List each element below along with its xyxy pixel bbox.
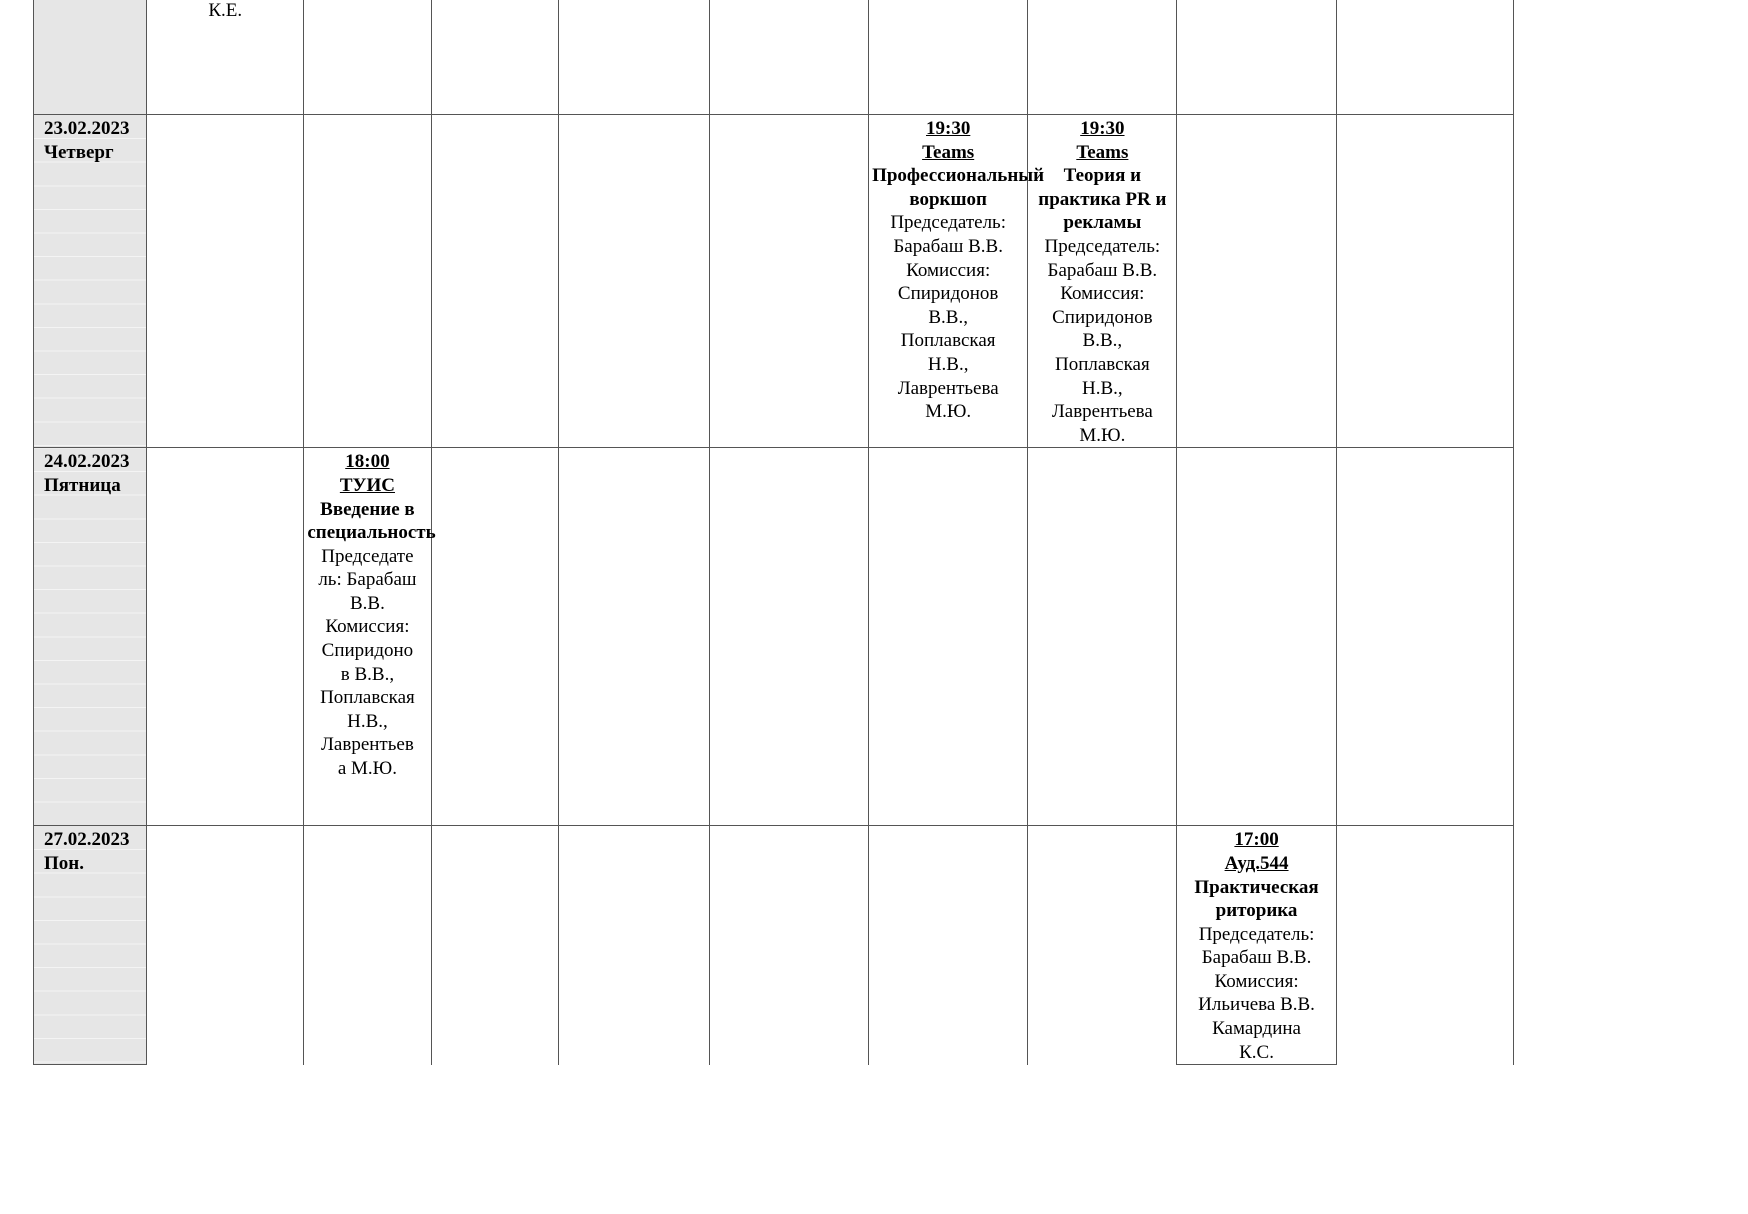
event-detail-line: М.Ю. [925, 401, 972, 423]
event-time: 19:30 [926, 118, 971, 139]
event-detail-line: Лаврентьева [897, 377, 999, 399]
event-time: 19:30 [1080, 118, 1125, 139]
schedule-cell [558, 115, 709, 448]
table-row [34, 826, 1514, 1065]
event-place: Teams [1076, 141, 1129, 163]
exam-date: 27.02.2023 [44, 829, 130, 851]
schedule-cell [1028, 0, 1177, 115]
exam-date: 24.02.2023 [44, 451, 130, 473]
schedule-cell [709, 826, 868, 1065]
schedule-cell [431, 826, 558, 1065]
event-detail-line: Председатель: [1198, 923, 1315, 945]
event-detail-line: М.Ю. [1079, 424, 1126, 446]
table-row [34, 115, 1514, 448]
event-detail-line: Комиссия: [906, 259, 991, 281]
event-detail-line: Председате [321, 545, 414, 567]
event-place: Teams [922, 141, 975, 163]
event-place: ТУИС [339, 474, 395, 496]
event-detail-line: ль: Барабаш [318, 569, 417, 591]
exam-weekday: Четверг [44, 141, 114, 163]
schedule-cell [709, 448, 868, 826]
event-subject: Теория и практика PR и рекламы [1038, 165, 1167, 234]
event-detail-line: Спиридонов [1052, 306, 1153, 328]
event-subject: Профессиональный воркшоп [872, 165, 1045, 210]
event-detail-line: В.В. [349, 592, 385, 614]
event-detail-line: Спиридоно [321, 640, 414, 662]
schedule-cell [1177, 115, 1336, 448]
table-row [34, 0, 1514, 115]
exam-event [304, 448, 436, 780]
event-detail-line: К.С. [1239, 1041, 1274, 1063]
date-cell [34, 826, 147, 1065]
schedule-cell [147, 0, 304, 115]
event-subject: Введение в специальность [307, 498, 436, 544]
schedule-cell [304, 0, 431, 115]
event-detail-line: Н.В., [927, 353, 969, 375]
table-row [34, 448, 1514, 826]
date-cell [34, 115, 147, 448]
schedule-cell [709, 0, 868, 115]
schedule-cell [869, 826, 1028, 1065]
schedule-cell [558, 826, 709, 1065]
cell-text: К.Е. [208, 0, 243, 21]
event-detail-line: в В.В., [340, 663, 395, 685]
date-cell [34, 0, 147, 115]
event-detail-line: Камардина [1212, 1018, 1301, 1040]
schedule-cell [558, 448, 709, 826]
exam-event [1028, 115, 1176, 447]
exam-weekday: Пятница [44, 474, 121, 496]
exam-date: 23.02.2023 [44, 118, 130, 139]
event-detail-line: а М.Ю. [337, 758, 397, 780]
schedule-cell [1336, 115, 1513, 448]
event-detail-line: Комиссия: [1214, 970, 1299, 992]
event-place: Ауд.544 [1224, 852, 1289, 874]
event-detail-line: Председатель: [1044, 235, 1161, 257]
event-detail-line: Ильичева В.В. [1198, 994, 1315, 1016]
schedule-cell [1028, 826, 1177, 1065]
schedule-cell [869, 448, 1028, 826]
event-detail-line: Комиссия: [325, 616, 410, 638]
event-detail-line: Барабаш В.В. [893, 235, 1003, 257]
event-detail-line: Н.В., [347, 710, 388, 732]
event-time: 17:00 [1234, 829, 1279, 851]
event-detail-line: Н.В., [1082, 377, 1123, 399]
event-detail-line: Поплавская [320, 687, 415, 709]
event-subject: Практическая риторика [1194, 876, 1319, 922]
schedule-cell [558, 0, 709, 115]
schedule-cell [304, 115, 431, 448]
schedule-cell [304, 448, 436, 826]
event-detail-line: Лаврентьева [1051, 401, 1153, 423]
event-time: 18:00 [345, 451, 390, 473]
event-detail-line: Спиридонов [897, 283, 999, 305]
event-detail-line: Председатель: [890, 212, 1007, 234]
event-detail-line: Поплавская [900, 330, 996, 352]
schedule-cell [431, 0, 558, 115]
event-detail-line: Комиссия: [1060, 283, 1145, 305]
exam-event [869, 115, 1045, 424]
event-detail-line: Барабаш В.В. [1201, 947, 1312, 969]
exam-event [1177, 826, 1335, 1064]
schedule-cell [1028, 448, 1177, 826]
exam-weekday: Пон. [44, 852, 84, 874]
schedule-cell [1177, 0, 1336, 115]
schedule-cell [1336, 0, 1513, 115]
schedule-cell [147, 115, 304, 448]
schedule-cell [1177, 448, 1336, 826]
schedule-cell [1177, 826, 1336, 1065]
event-detail-line: Лаврентьев [321, 734, 414, 756]
schedule-cell [1336, 448, 1513, 826]
schedule-cell [304, 826, 431, 1065]
schedule-cell [147, 448, 304, 826]
schedule-cell [1028, 115, 1177, 448]
schedule-cell [869, 0, 1028, 115]
event-detail-line: В.В., [1082, 330, 1123, 352]
schedule-cell [869, 115, 1045, 448]
exam-schedule-table [33, 0, 1514, 1065]
schedule-cell [709, 115, 868, 448]
event-detail-line: В.В., [928, 306, 968, 328]
event-detail-line: Поплавская [1055, 353, 1150, 375]
schedule-cell [1336, 826, 1513, 1065]
event-detail-line: Барабаш В.В. [1047, 259, 1158, 281]
schedule-cell [431, 115, 558, 448]
schedule-cell [147, 826, 304, 1065]
schedule-cell [431, 448, 558, 826]
date-cell [34, 448, 147, 826]
